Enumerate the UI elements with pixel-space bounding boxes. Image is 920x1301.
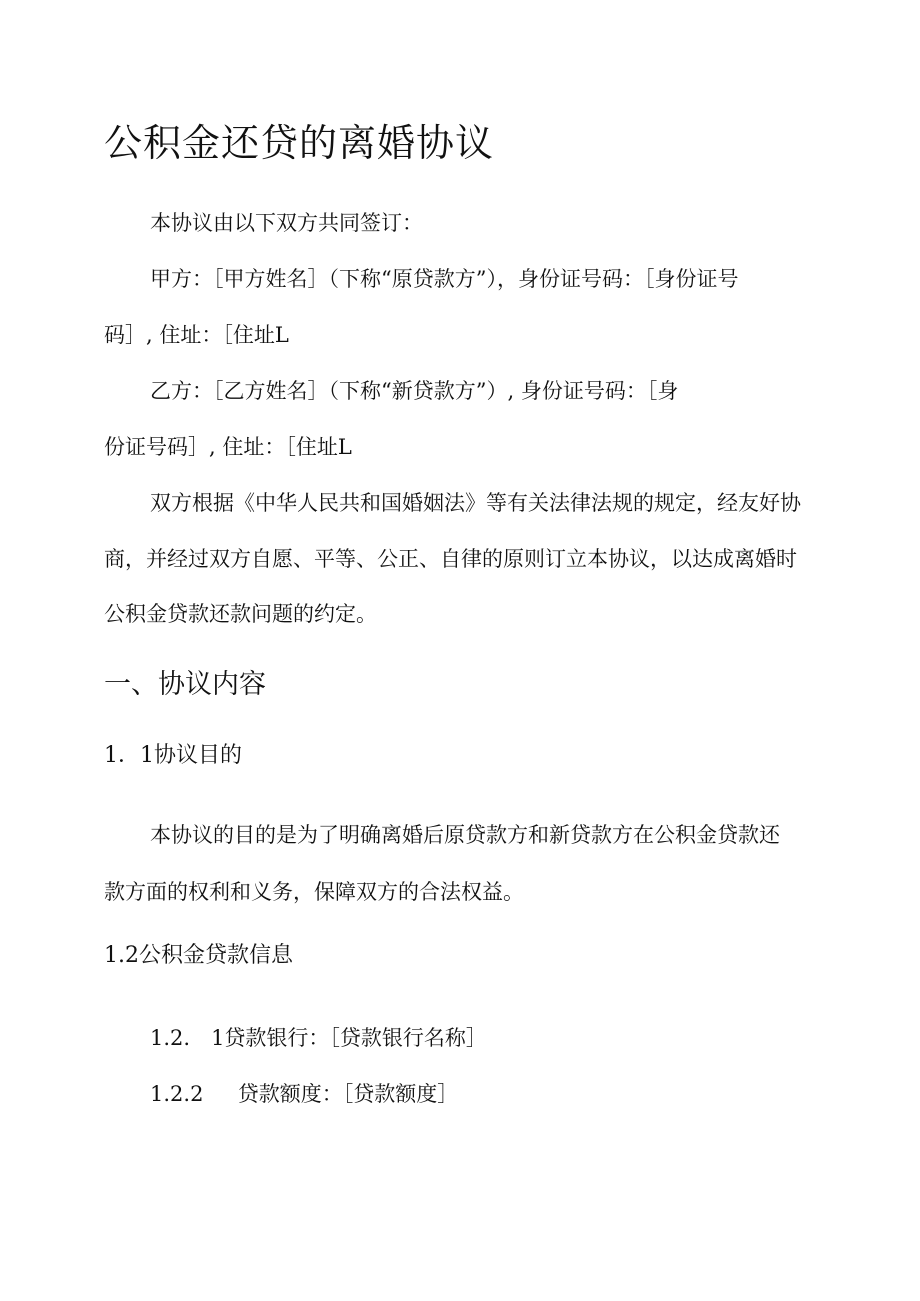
section-1-1-heading: 1．1协议目的 <box>104 743 242 768</box>
basis-line-1: 双方根据《中华人民共和国婚姻法》等有关法律法规的规定，经友好协 <box>150 491 801 515</box>
section-1-2-heading: 1.2公积金贷款信息 <box>104 943 293 968</box>
party-a-line-1: 甲方：［甲方姓名］（下称“原贷款方”），身份证号码：［身份证号 <box>150 267 739 291</box>
item-1-2-1: 1.2. 1贷款银行：［贷款银行名称］ <box>150 1026 487 1050</box>
party-b-line-2: 份证号码］, 住址：［住址L <box>104 435 352 459</box>
intro-paragraph: 本协议由以下双方共同签订： <box>150 211 423 235</box>
party-a-line-2: 码］, 住址：［住址L <box>104 323 289 347</box>
purpose-line-1: 本协议的目的是为了明确离婚后原贷款方和新贷款方在公积金贷款还 <box>150 823 780 847</box>
party-b-line-1: 乙方：［乙方姓名］（下称“新贷款方”）, 身份证号码：［身 <box>150 379 679 403</box>
basis-line-3: 公积金贷款还款问题的约定。 <box>104 602 377 626</box>
document-title: 公积金还贷的离婚协议 <box>104 121 495 165</box>
basis-line-2: 商，并经过双方自愿、平等、公正、自律的原则订立本协议，以达成离婚时 <box>104 547 797 571</box>
purpose-line-2: 款方面的权利和义务，保障双方的合法权益。 <box>104 880 524 904</box>
section-1-heading: 一、协议内容 <box>104 669 266 700</box>
item-1-2-2: 1.2.2 贷款额度：［贷款额度］ <box>150 1082 459 1106</box>
